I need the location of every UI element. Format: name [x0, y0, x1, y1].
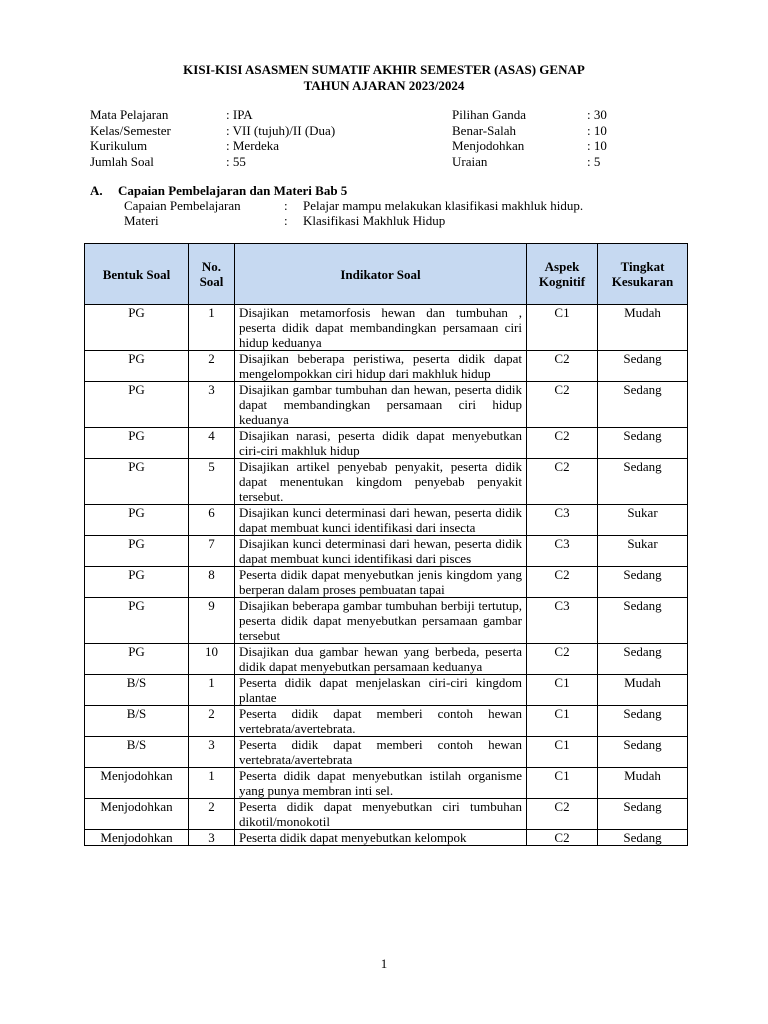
cell-no-soal: 8 [189, 567, 235, 598]
header-indikator-soal: Indikator Soal [235, 244, 527, 305]
cell-bentuk-soal: PG [85, 644, 189, 675]
cell-bentuk-soal: PG [85, 459, 189, 505]
cell-no-soal: 4 [189, 428, 235, 459]
meta-label-class: Kelas/Semester [90, 122, 171, 138]
cell-no-soal: 10 [189, 644, 235, 675]
cp-value: Pelajar mampu melakukan klasifikasi makhluk hidup. [303, 198, 584, 213]
meta-row [90, 138, 650, 154]
meta-value-bs: : 10 [587, 122, 607, 138]
cell-bentuk-soal: PG [85, 505, 189, 536]
document-meta [90, 107, 650, 169]
cell-tingkat-kesukaran: Sukar [598, 505, 688, 536]
table-row [85, 536, 688, 567]
cell-aspek-kognitif: C2 [527, 830, 598, 846]
meta-value-essay: : 5 [587, 153, 601, 169]
cell-aspek-kognitif: C2 [527, 351, 598, 382]
cell-indikator-soal: Disajikan artikel penyebab penyakit, peserta didik dapat menentukan kingdom penyebab penyakit tersebut. [235, 459, 527, 505]
section-letter: A. [90, 183, 103, 198]
table-row [85, 598, 688, 644]
document-title: KISI-KISI ASASMEN SUMATIF AKHIR SEMESTER (ASAS) GENAP [183, 62, 585, 77]
table-row [85, 505, 688, 536]
meta-value-subject: : IPA [226, 107, 253, 122]
materi-value: Klasifikasi Makhluk Hidup [303, 213, 446, 228]
cp-row [90, 198, 584, 213]
meta-row [90, 154, 650, 170]
cell-indikator-soal: Disajikan beberapa gambar tumbuhan berbiji tertutup, peserta didik dapat menyebutkan persamaan gambar tersebut [235, 598, 527, 644]
meta-label-subject: Mata Pelajaran [90, 107, 169, 122]
cell-aspek-kognitif: C1 [527, 305, 598, 351]
cell-aspek-kognitif: C3 [527, 505, 598, 536]
table-row [85, 706, 688, 737]
cell-tingkat-kesukaran: Sedang [598, 830, 688, 846]
cell-bentuk-soal: Menjodohkan [85, 830, 189, 846]
cell-tingkat-kesukaran: Mudah [598, 768, 688, 799]
cell-tingkat-kesukaran: Sukar [598, 536, 688, 567]
cell-bentuk-soal: B/S [85, 737, 189, 768]
cell-bentuk-soal: Menjodohkan [85, 799, 189, 830]
table-row [85, 830, 688, 846]
cell-aspek-kognitif: C1 [527, 768, 598, 799]
cell-aspek-kognitif: C1 [527, 737, 598, 768]
meta-value-matching: : 10 [587, 138, 607, 153]
cell-tingkat-kesukaran: Sedang [598, 706, 688, 737]
cell-indikator-soal: Disajikan dua gambar hewan yang berbeda, peserta didik dapat menyebutkan persamaan keduanya [235, 644, 527, 675]
cell-aspek-kognitif: C2 [527, 567, 598, 598]
table-row [85, 382, 688, 428]
cell-bentuk-soal: Menjodohkan [85, 768, 189, 799]
cell-no-soal: 6 [189, 505, 235, 536]
table-row [85, 737, 688, 768]
header-aspek-kognitif: Aspek Kognitif [527, 244, 598, 305]
cell-bentuk-soal: B/S [85, 706, 189, 737]
cell-bentuk-soal: PG [85, 536, 189, 567]
cell-indikator-soal: Peserta didik dapat memberi contoh hewan vertebrata/avertebrata. [235, 706, 527, 737]
materi-colon: : [284, 213, 288, 228]
table-body [85, 305, 688, 846]
meta-row [90, 107, 650, 123]
cell-indikator-soal: Disajikan metamorfosis hewan dan tumbuhan , peserta didik dapat membandingkan persamaan ciri hidup keduanya [235, 305, 527, 351]
cell-tingkat-kesukaran: Mudah [598, 675, 688, 706]
cell-indikator-soal: Disajikan gambar tumbuhan dan hewan, peserta didik dapat membandingkan persamaan ciri hidup keduanya [235, 382, 527, 428]
cell-bentuk-soal: B/S [85, 675, 189, 706]
table-row [85, 799, 688, 830]
cell-indikator-soal: Peserta didik dapat memberi contoh hewan vertebrata/avertebrata [235, 737, 527, 768]
cell-tingkat-kesukaran: Sedang [598, 644, 688, 675]
cell-aspek-kognitif: C2 [527, 428, 598, 459]
cell-indikator-soal: Disajikan kunci determinasi dari hewan, peserta didik dapat membuat kunci identifikasi dari insecta [235, 505, 527, 536]
cell-aspek-kognitif: C2 [527, 382, 598, 428]
meta-value-pg: : 30 [587, 107, 607, 122]
section-heading [90, 183, 347, 198]
meta-label-essay: Uraian [452, 153, 488, 169]
table-row [85, 644, 688, 675]
cell-aspek-kognitif: C3 [527, 536, 598, 567]
cell-indikator-soal: Peserta didik dapat menyebutkan jenis kingdom yang berperan dalam proses pembuatan tapai [235, 567, 527, 598]
cell-tingkat-kesukaran: Sedang [598, 351, 688, 382]
cell-no-soal: 3 [189, 737, 235, 768]
meta-value-curriculum: : Merdeka [226, 138, 280, 153]
cell-bentuk-soal: PG [85, 305, 189, 351]
cell-tingkat-kesukaran: Mudah [598, 305, 688, 351]
meta-row [90, 123, 650, 139]
table-row [85, 351, 688, 382]
cell-aspek-kognitif: C2 [527, 459, 598, 505]
cell-indikator-soal: Disajikan narasi, peserta didik dapat menyebutkan ciri-ciri makhluk hidup [235, 428, 527, 459]
document-subtitle: TAHUN AJARAN 2023/2024 [303, 78, 465, 93]
cell-tingkat-kesukaran: Sedang [598, 737, 688, 768]
cell-no-soal: 5 [189, 459, 235, 505]
materi-label: Materi [124, 213, 159, 228]
table-row [85, 428, 688, 459]
meta-label-total: Jumlah Soal [90, 153, 154, 169]
cell-aspek-kognitif: C1 [527, 706, 598, 737]
cell-tingkat-kesukaran: Sedang [598, 382, 688, 428]
page-number: 1 [380, 956, 388, 971]
cell-no-soal: 1 [189, 768, 235, 799]
cell-no-soal: 2 [189, 351, 235, 382]
meta-value-class: : VII (tujuh)/II (Dua) [226, 122, 336, 138]
cell-tingkat-kesukaran: Sedang [598, 598, 688, 644]
table-row [85, 768, 688, 799]
materi-row [90, 213, 446, 228]
cell-indikator-soal: Disajikan beberapa peristiwa, peserta didik dapat mengelompokkan ciri hidup dari makhluk hidup [235, 351, 527, 382]
cell-aspek-kognitif: C3 [527, 598, 598, 644]
table-header-row [85, 244, 688, 305]
header-no-soal: No. Soal [189, 244, 235, 305]
cell-tingkat-kesukaran: Sedang [598, 428, 688, 459]
meta-value-total: : 55 [226, 153, 246, 169]
table-row [85, 459, 688, 505]
cell-no-soal: 2 [189, 706, 235, 737]
cell-tingkat-kesukaran: Sedang [598, 459, 688, 505]
meta-label-bs: Benar-Salah [452, 122, 516, 138]
cell-indikator-soal: Peserta didik dapat menyebutkan istilah organisme yang punya membran inti sel. [235, 768, 527, 799]
section-title: Capaian Pembelajaran dan Materi Bab 5 [118, 183, 348, 198]
cell-indikator-soal: Disajikan kunci determinasi dari hewan, peserta didik dapat membuat kunci identifikasi dari pisces [235, 536, 527, 567]
table-row [85, 675, 688, 706]
section-a [90, 183, 584, 228]
cell-no-soal: 1 [189, 305, 235, 351]
cell-no-soal: 3 [189, 830, 235, 846]
header-bentuk-soal: Bentuk Soal [85, 244, 189, 305]
table-row [85, 567, 688, 598]
cell-no-soal: 7 [189, 536, 235, 567]
meta-label-pg: Pilihan Ganda [452, 107, 527, 122]
cell-tingkat-kesukaran: Sedang [598, 567, 688, 598]
cell-indikator-soal: Peserta didik dapat menyebutkan ciri tumbuhan dikotil/monokotil [235, 799, 527, 830]
cell-aspek-kognitif: C1 [527, 675, 598, 706]
cell-bentuk-soal: PG [85, 382, 189, 428]
kisi-table [84, 243, 688, 846]
cell-no-soal: 2 [189, 799, 235, 830]
cell-aspek-kognitif: C2 [527, 799, 598, 830]
cp-label: Capaian Pembelajaran [124, 198, 241, 213]
cell-tingkat-kesukaran: Sedang [598, 799, 688, 830]
cell-no-soal: 3 [189, 382, 235, 428]
cell-bentuk-soal: PG [85, 567, 189, 598]
cell-indikator-soal: Peserta didik dapat menjelaskan ciri-ciri kingdom plantae [235, 675, 527, 706]
cell-bentuk-soal: PG [85, 428, 189, 459]
cell-bentuk-soal: PG [85, 598, 189, 644]
cell-no-soal: 1 [189, 675, 235, 706]
cell-aspek-kognitif: C2 [527, 644, 598, 675]
cell-indikator-soal: Peserta didik dapat menyebutkan kelompok [235, 830, 527, 846]
meta-label-curriculum: Kurikulum [90, 138, 148, 153]
cp-colon: : [284, 198, 288, 213]
table-row [85, 305, 688, 351]
header-tingkat-kesukaran: Tingkat Kesukaran [598, 244, 688, 305]
cell-bentuk-soal: PG [85, 351, 189, 382]
meta-label-matching: Menjodohkan [452, 138, 525, 153]
cell-no-soal: 9 [189, 598, 235, 644]
